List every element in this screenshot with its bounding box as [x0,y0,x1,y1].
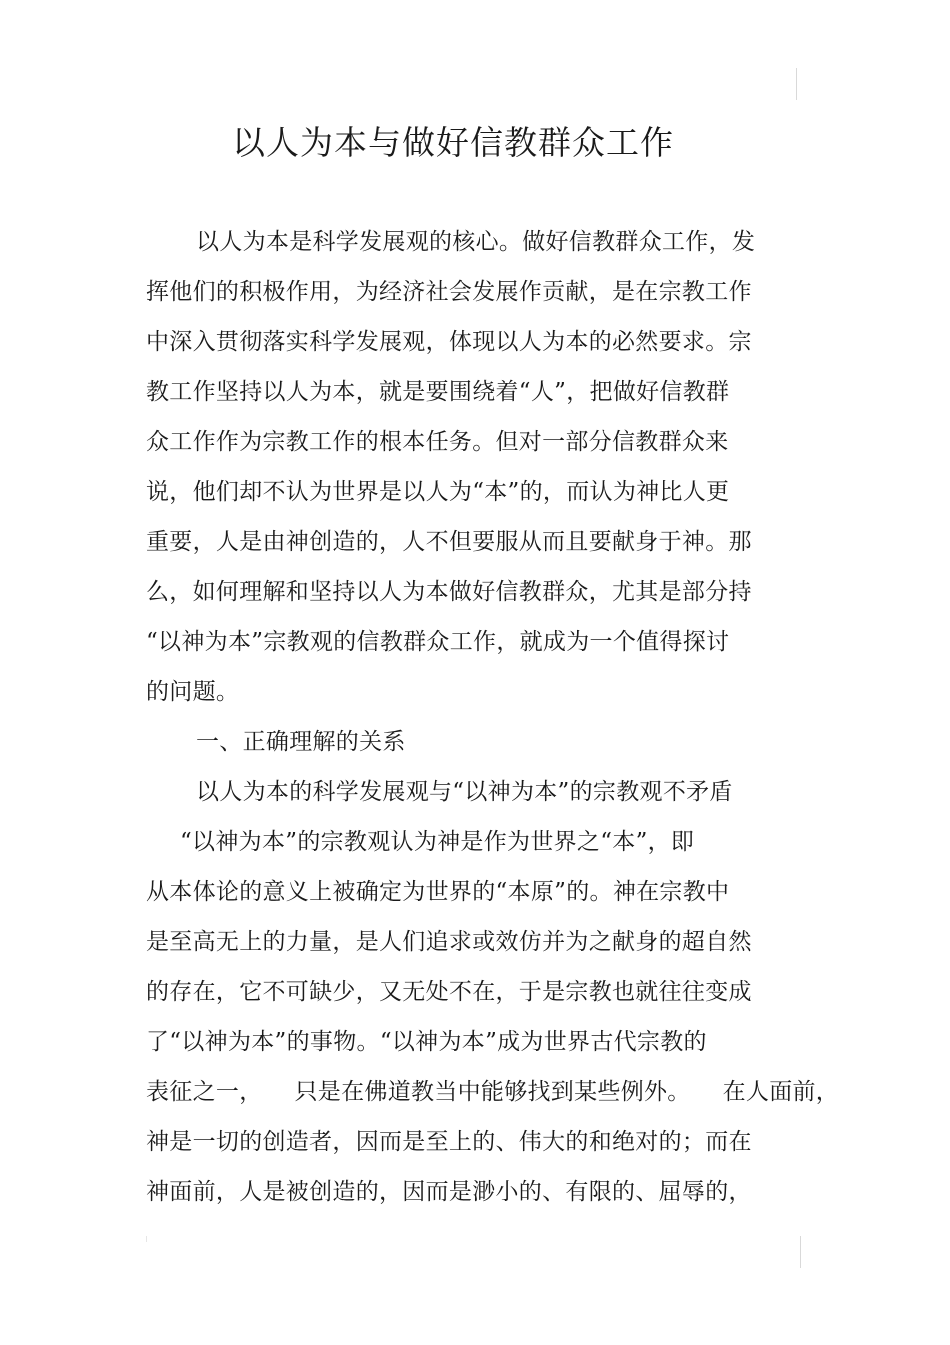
paragraph-line [146,1067,846,1117]
line-segment: 表征之一， [146,1079,263,1105]
page-edge-mark [800,1236,801,1268]
document-body [146,217,846,1217]
paragraph-line: 的问题。 [146,679,240,705]
section-heading: 一、正确理解的关系 [196,729,406,755]
paragraph-line: 挥他们的积极作用，为经济社会发展作贡献，是在宗教工作 [146,279,752,305]
paragraph-line: 中深入贯彻落实科学发展观，体现以人为本的必然要求。宗 [146,329,752,355]
subsection-heading: 以人为本的科学发展观与“以神为本”的宗教观不矛盾 [196,779,733,805]
paragraph-line: 的存在，它不可缺少，又无处不在，于是宗教也就往往变成 [146,979,752,1005]
paragraph-line: 教工作坚持以人为本，就是要围绕着“人”，把做好信教群 [146,379,730,405]
paragraph-line: 说，他们却不认为世界是以人为“本”的，而认为神比人更 [146,479,730,505]
paragraph-line: “以神为本”的宗教观认为神是作为世界之“本”，即 [180,829,695,855]
paragraph-line: “以神为本”宗教观的信教群众工作，就成为一个值得探讨 [146,629,730,655]
page-edge-mark [796,68,797,100]
document-title: 以人为本与做好信教群众工作 [232,123,674,162]
page-edge-mark [146,1236,147,1242]
paragraph-line: 以人为本是科学发展观的核心。做好信教群众工作，发 [196,229,756,255]
paragraph-line: 从本体论的意义上被确定为世界的“本原”的。神在宗教中 [146,879,730,905]
line-segment: 在人面前， [722,1079,840,1105]
paragraph-line: 么，如何理解和坚持以人为本做好信教群众，尤其是部分持 [146,579,752,605]
paragraph-line: 了“以神为本”的事物。“以神为本”成为世界古代宗教的 [146,1029,707,1055]
paragraph-line: 重要，人是由神创造的，人不但要服从而且要献身于神。那 [146,529,752,555]
paragraph-line: 神是一切的创造者，因而是至上的、伟大的和绝对的；而在 [146,1129,752,1155]
line-segment: 只是在佛道教当中能够找到某些例外。 [294,1079,691,1105]
paragraph-line: 是至高无上的力量，是人们追求或效仿并为之献身的超自然 [146,929,752,955]
paragraph-line: 众工作作为宗教工作的根本任务。但对一部分信教群众来 [146,429,729,455]
paragraph-line: 神面前，人是被创造的，因而是渺小的、有限的、屈辱的， [146,1179,752,1205]
